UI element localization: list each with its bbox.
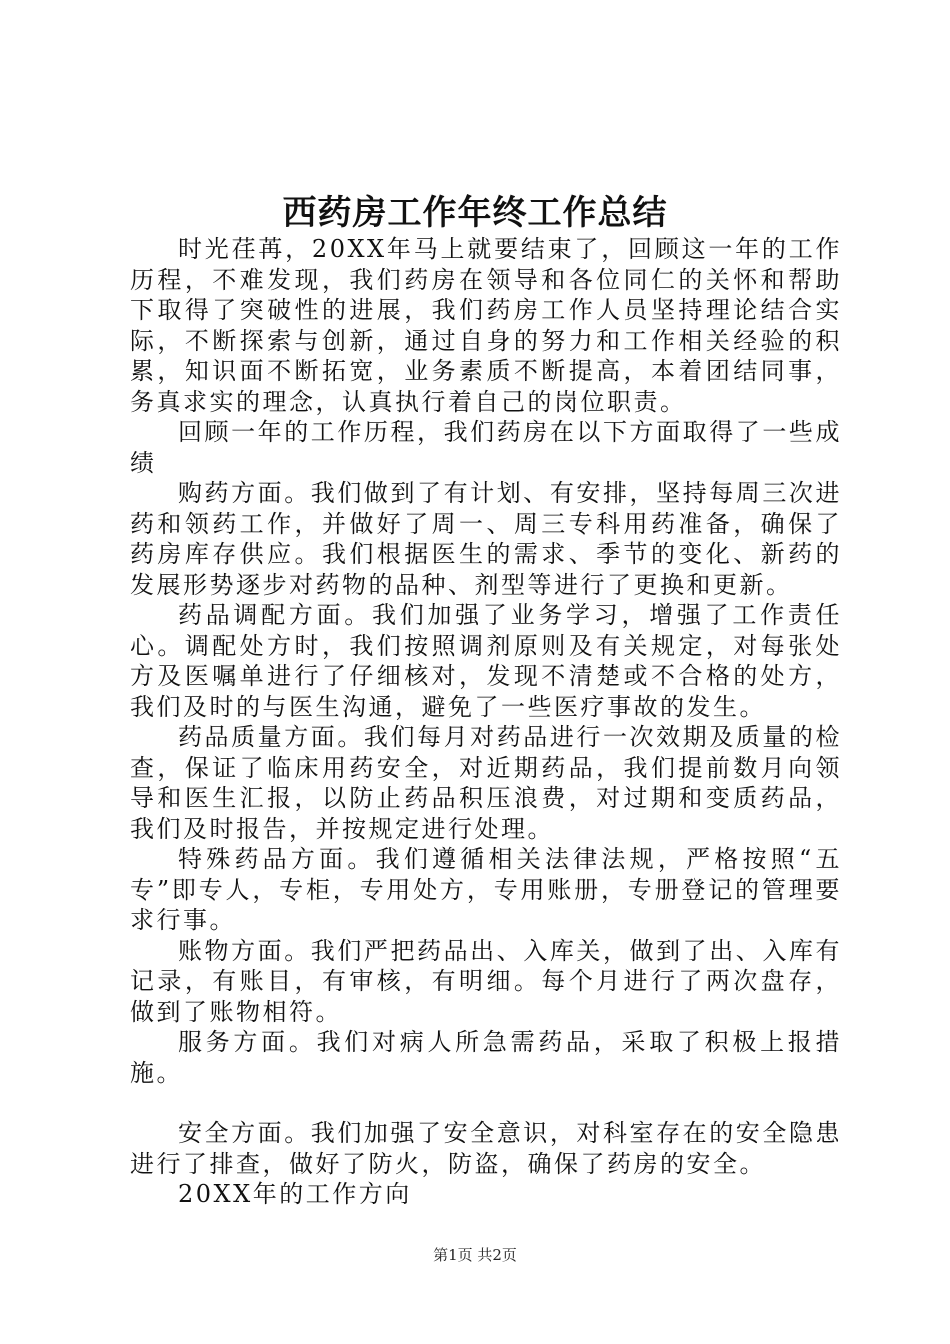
paragraph-accounts: 账物方面。我们严把药品出、入库关，做到了出、入库有记录，有账目，有审核，有明细。每个月进行了两次盘存，做到了账物相符。 <box>130 936 842 1026</box>
paragraph-dispensing: 药品调配方面。我们加强了业务学习，增强了工作责任心。调配处方时，我们按照调剂原则及有关规定，对每张处方及医嘱单进行了仔细核对，发现不清楚或不合格的处方，我们及时的与医生沟通，避免了一些医疗事故的发生。 <box>130 601 842 721</box>
paragraph-purchasing: 购药方面。我们做到了有计划、有安排，坚持每周三次进药和领药工作，并做好了周一、周三专科用药准备，确保了药房库存供应。我们根据医生的需求、季节的变化、新药的发展形势逐步对药物的品种、剂型等进行了更换和更新。 <box>130 479 842 599</box>
paragraph-quality: 药品质量方面。我们每月对药品进行一次效期及质量的检查，保证了临床用药安全，对近期药品，我们提前数月向领导和医生汇报，以防止药品积压浪费，对过期和变质药品，我们及时报告，并按规定进行处理。 <box>130 723 842 843</box>
document-body <box>130 234 842 1210</box>
paragraph-safety: 安全方面。我们加强了安全意识，对科室存在的安全隐患进行了排查，做好了防火，防盗，确保了药房的安全。 <box>130 1119 842 1178</box>
paragraph-service: 服务方面。我们对病人所急需药品，采取了积极上报措施。 <box>130 1028 842 1087</box>
paragraph-special-drugs: 特殊药品方面。我们遵循相关法律法规，严格按照“五专”即专人，专柜，专用处方，专用账册，专册登记的管理要求行事。 <box>130 845 842 934</box>
paragraph-intro: 时光荏苒，20XX年马上就要结束了，回顾这一年的工作历程，不难发现，我们药房在领导和各位同仁的关怀和帮助下取得了突破性的进展，我们药房工作人员坚持理论结合实际，不断探索与创新，通过自身的努力和工作相关经验的积累，知识面不断拓宽，业务素质不断提高，本着团结同事，务真求实的理念，认真执行着自己的岗位职责。 <box>130 235 842 416</box>
page-number-footer: 第1页 共2页 <box>433 1246 517 1264</box>
paragraph-review: 回顾一年的工作历程，我们药房在以下方面取得了一些成绩 <box>130 418 842 477</box>
paragraph-direction: 20XX年的工作方向 <box>178 1180 412 1208</box>
document-title: 西药房工作年终工作总结 <box>282 193 668 233</box>
